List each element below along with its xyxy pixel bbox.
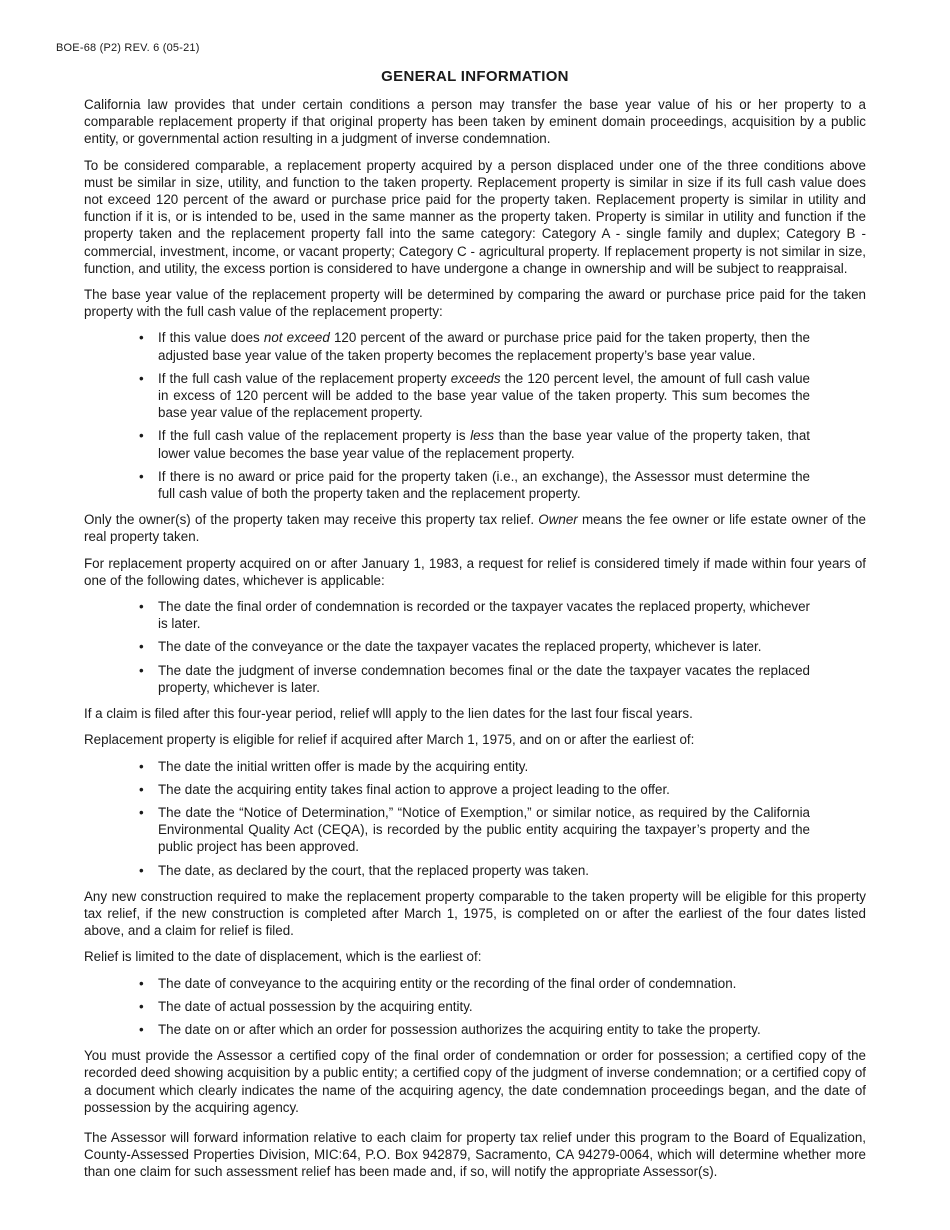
- list-item: • If the full cash value of the replacement property is less than the base year value of the property taken, that lower value becomes the base year value of the replacement property.: [158, 427, 810, 461]
- list-item: • If the full cash value of the replacement property exceeds the 120 percent level, the amount of full cash value in excess of 120 percent will be added to the base year value of the taken property. This sum becomes the base year value of the replacement property.: [158, 370, 810, 422]
- paragraph-documentation: You must provide the Assessor a certified copy of the final order of condemnation or order for possession; a certified copy of the recorded deed showing acquisition by a public entity; a certified copy of the judgment of inverse condemnation; or a certified copy of a document which clearly indicates the name of the acquiring agency, the date condemnation proceedings began, and the date of possession by the acquiring agency.: [84, 1048, 866, 1115]
- document-body: [84, 96, 866, 1190]
- list-item: • The date of the conveyance or the date the taxpayer vacates the replaced property, whichever is later.: [158, 638, 810, 655]
- list-item: • The date the initial written offer is made by the acquiring entity.: [158, 758, 810, 775]
- base-year-rules-list: [84, 329, 866, 502]
- list-item: • The date of actual possession by the acquiring entity.: [158, 998, 810, 1015]
- paragraph-intro: California law provides that under certain conditions a person may transfer the base year value of his or her property to a comparable replacement property if that original property has been taken by eminent domain proceedings, acquisition by a public entity, or governmental action resulting in a judgment of inverse condemnation.: [84, 97, 866, 147]
- timely-dates-list: [84, 598, 866, 696]
- list-item: • If this value does not exceed 120 percent of the award or purchase price paid for the taken property, then the adjusted base year value of the taken property becomes the replacement property’s base year value.: [158, 329, 810, 363]
- list-item: • The date, as declared by the court, that the replaced property was taken.: [158, 862, 810, 879]
- displacement-dates-list: [84, 975, 866, 1039]
- eligibility-dates-list: [84, 758, 866, 879]
- list-item: • The date the final order of condemnation is recorded or the taxpayer vacates the replaced property, whichever is later.: [158, 598, 810, 632]
- paragraph-base-year: The base year value of the replacement property will be determined by comparing the award or purchase price paid for the taken property with the full cash value of the replacement property:: [84, 287, 866, 320]
- list-item: • The date of conveyance to the acquiring entity or the recording of the final order of condemnation.: [158, 975, 810, 992]
- form-id: BOE-68 (P2) REV. 6 (05-21): [56, 42, 200, 54]
- list-item: • The date the judgment of inverse condemnation becomes final or the date the taxpayer vacates the replaced property, whichever is later.: [158, 662, 810, 696]
- paragraph-late-claim: If a claim is filed after this four-year period, relief wlll apply to the lien dates for the last four fiscal years.: [84, 706, 693, 722]
- paragraph-timely-request: For replacement property acquired on or after January 1, 1983, a request for relief is considered timely if made within four years of one of the following dates, whichever is applicable:: [84, 555, 866, 588]
- list-item: • The date the acquiring entity takes final action to approve a project leading to the offer.: [158, 781, 810, 798]
- page-title: GENERAL INFORMATION: [381, 68, 569, 85]
- paragraph-comparable: To be considered comparable, a replacement property acquired by a person displaced under one of the three conditions above must be similar in size, utility, and function to the taken property. Replacement property is similar in size if its full cash value does not exceed 120 percent of the award or purchase price paid for the property taken. Replacement property is similar in utility and function if it is, or is intended to be, used in the same manner as the property taken. Property is similar in utility and function if the property taken and the replacement property fall into the same category: Category A - single family and duplex; Category B - commercial, investment, income, or vacant property; Category C - agricultural property. If replacement property is not similar in size, function, and utility, the excess portion is considered to have undergone a change in ownership and will be subject to reappraisal.: [84, 157, 866, 276]
- paragraph-displacement: Relief is limited to the date of displacement, which is the earliest of:: [84, 949, 482, 965]
- paragraph-eligibility: Replacement property is eligible for relief if acquired after March 1, 1975, and on or after the earliest of:: [84, 732, 695, 748]
- list-item: • If there is no award or price paid for the property taken (i.e., an exchange), the Assessor must determine the full cash value of both the property taken and the replacement property.: [158, 468, 810, 502]
- paragraph-board-notice: The Assessor will forward information relative to each claim for property tax relief under this program to the Board of Equalization, County-Assessed Properties Division, MIC:64, P.O. Box 942879, Sacramento, CA 94279-0064, which will determine whether more than one claim for such assessment relief has been made and, if so, will notify the appropriate Assessor(s).: [84, 1129, 866, 1180]
- paragraph-owner: Only the owner(s) of the property taken may receive this property tax relief. Owner means the fee owner or life estate owner of the real property taken.: [84, 512, 866, 545]
- list-item: • The date on or after which an order for possession authorizes the acquiring entity to take the property.: [158, 1021, 810, 1038]
- list-item: • The date the “Notice of Determination,” “Notice of Exemption,” or similar notice, as required by the California Environmental Quality Act (CEQA), is recorded by the public entity acquiring the taxpayer’s property and the public project has been approved.: [158, 804, 810, 856]
- paragraph-new-construction: Any new construction required to make the replacement property comparable to the taken property will be eligible for this property tax relief, if the new construction is completed after March 1, 1975, is completed on or after the earliest of the four dates listed above, and a claim for relief is filed.: [84, 888, 866, 939]
